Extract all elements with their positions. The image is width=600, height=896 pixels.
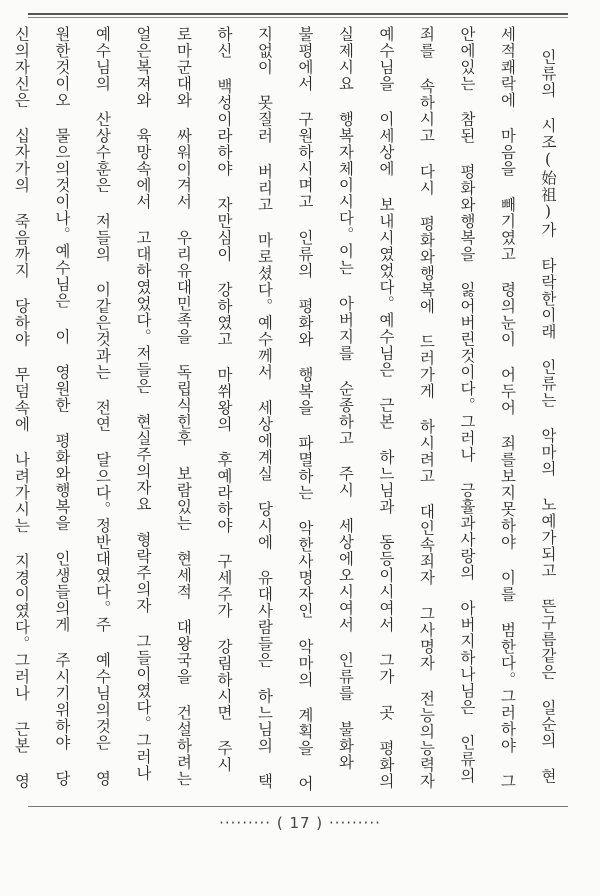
vertical-text-body [12,26,568,798]
paragraph: 인류의 시조(始祖)가 타락한이래 인류는 악마의 노예가되고 뜬구름같은 일순의 현세적쾌락에 마음을 빼기였고 령의눈이 어두어 죄를보지못하야 이를 범한다。그러하야 그안에있는 참된 평화와행복을 잃어버린것이다。그러나 긍휼과사랑의 아버지하나님은 인류의죄를 속하시고 다시 평화와행복에 드러가게 하시려고 대인속죄자 그사명자 전능의능력자 예수님을 이세상에 보내시였었다。예수님은 근본 하느님과 동등이시여서 그가 곳 평화의 실제시요 행복자체이시다。이는 아버지를 순종하고 주시 세상에오시여서 인류를 불화와 불평에서 구원하시며고 인류의 평화와 행복을 파멸하는 악한사명자인 악마의 계획을 어지없이 못질러 버리고 마로셨다。예수께서 세상에계실 당시에 유대사람들은 하느님의 택하신 백성이라하야 자만심이 강하였고 마쒸왕의 후예라하야 구세주가 강림하시면 주시 로마군대와 싸워이겨서 우리유대민족을 독립식힌후 보람있는 현세적 대왕국을 건설하려는 얼은복져와 육망속에서 고대하였었다。저들은 현실주의자요 형락주의자 그들이였다。그러나 예수님의 산상수훈은 저들의 이같은것과는 전연 달으다。정반대였다。주 예수님의것은 영원한것이오 물으의것이나。예수님은 이 영원한 평화와행복을 인생들의게 주시기위하야 당신의자신은 십자가의 죽음까지 당하야 무덤속에 나려가시는 지경이였다。그러나 근본 영 [12,26,557,792]
page-footer [0,814,600,832]
top-rule-thin [28,17,568,18]
bottom-rule [28,806,568,807]
page-number: ( 17 ) [276,814,324,832]
footer-dots-right: ········· [328,814,381,832]
footer-dots-left: ········· [219,814,272,832]
top-rule [28,13,568,15]
